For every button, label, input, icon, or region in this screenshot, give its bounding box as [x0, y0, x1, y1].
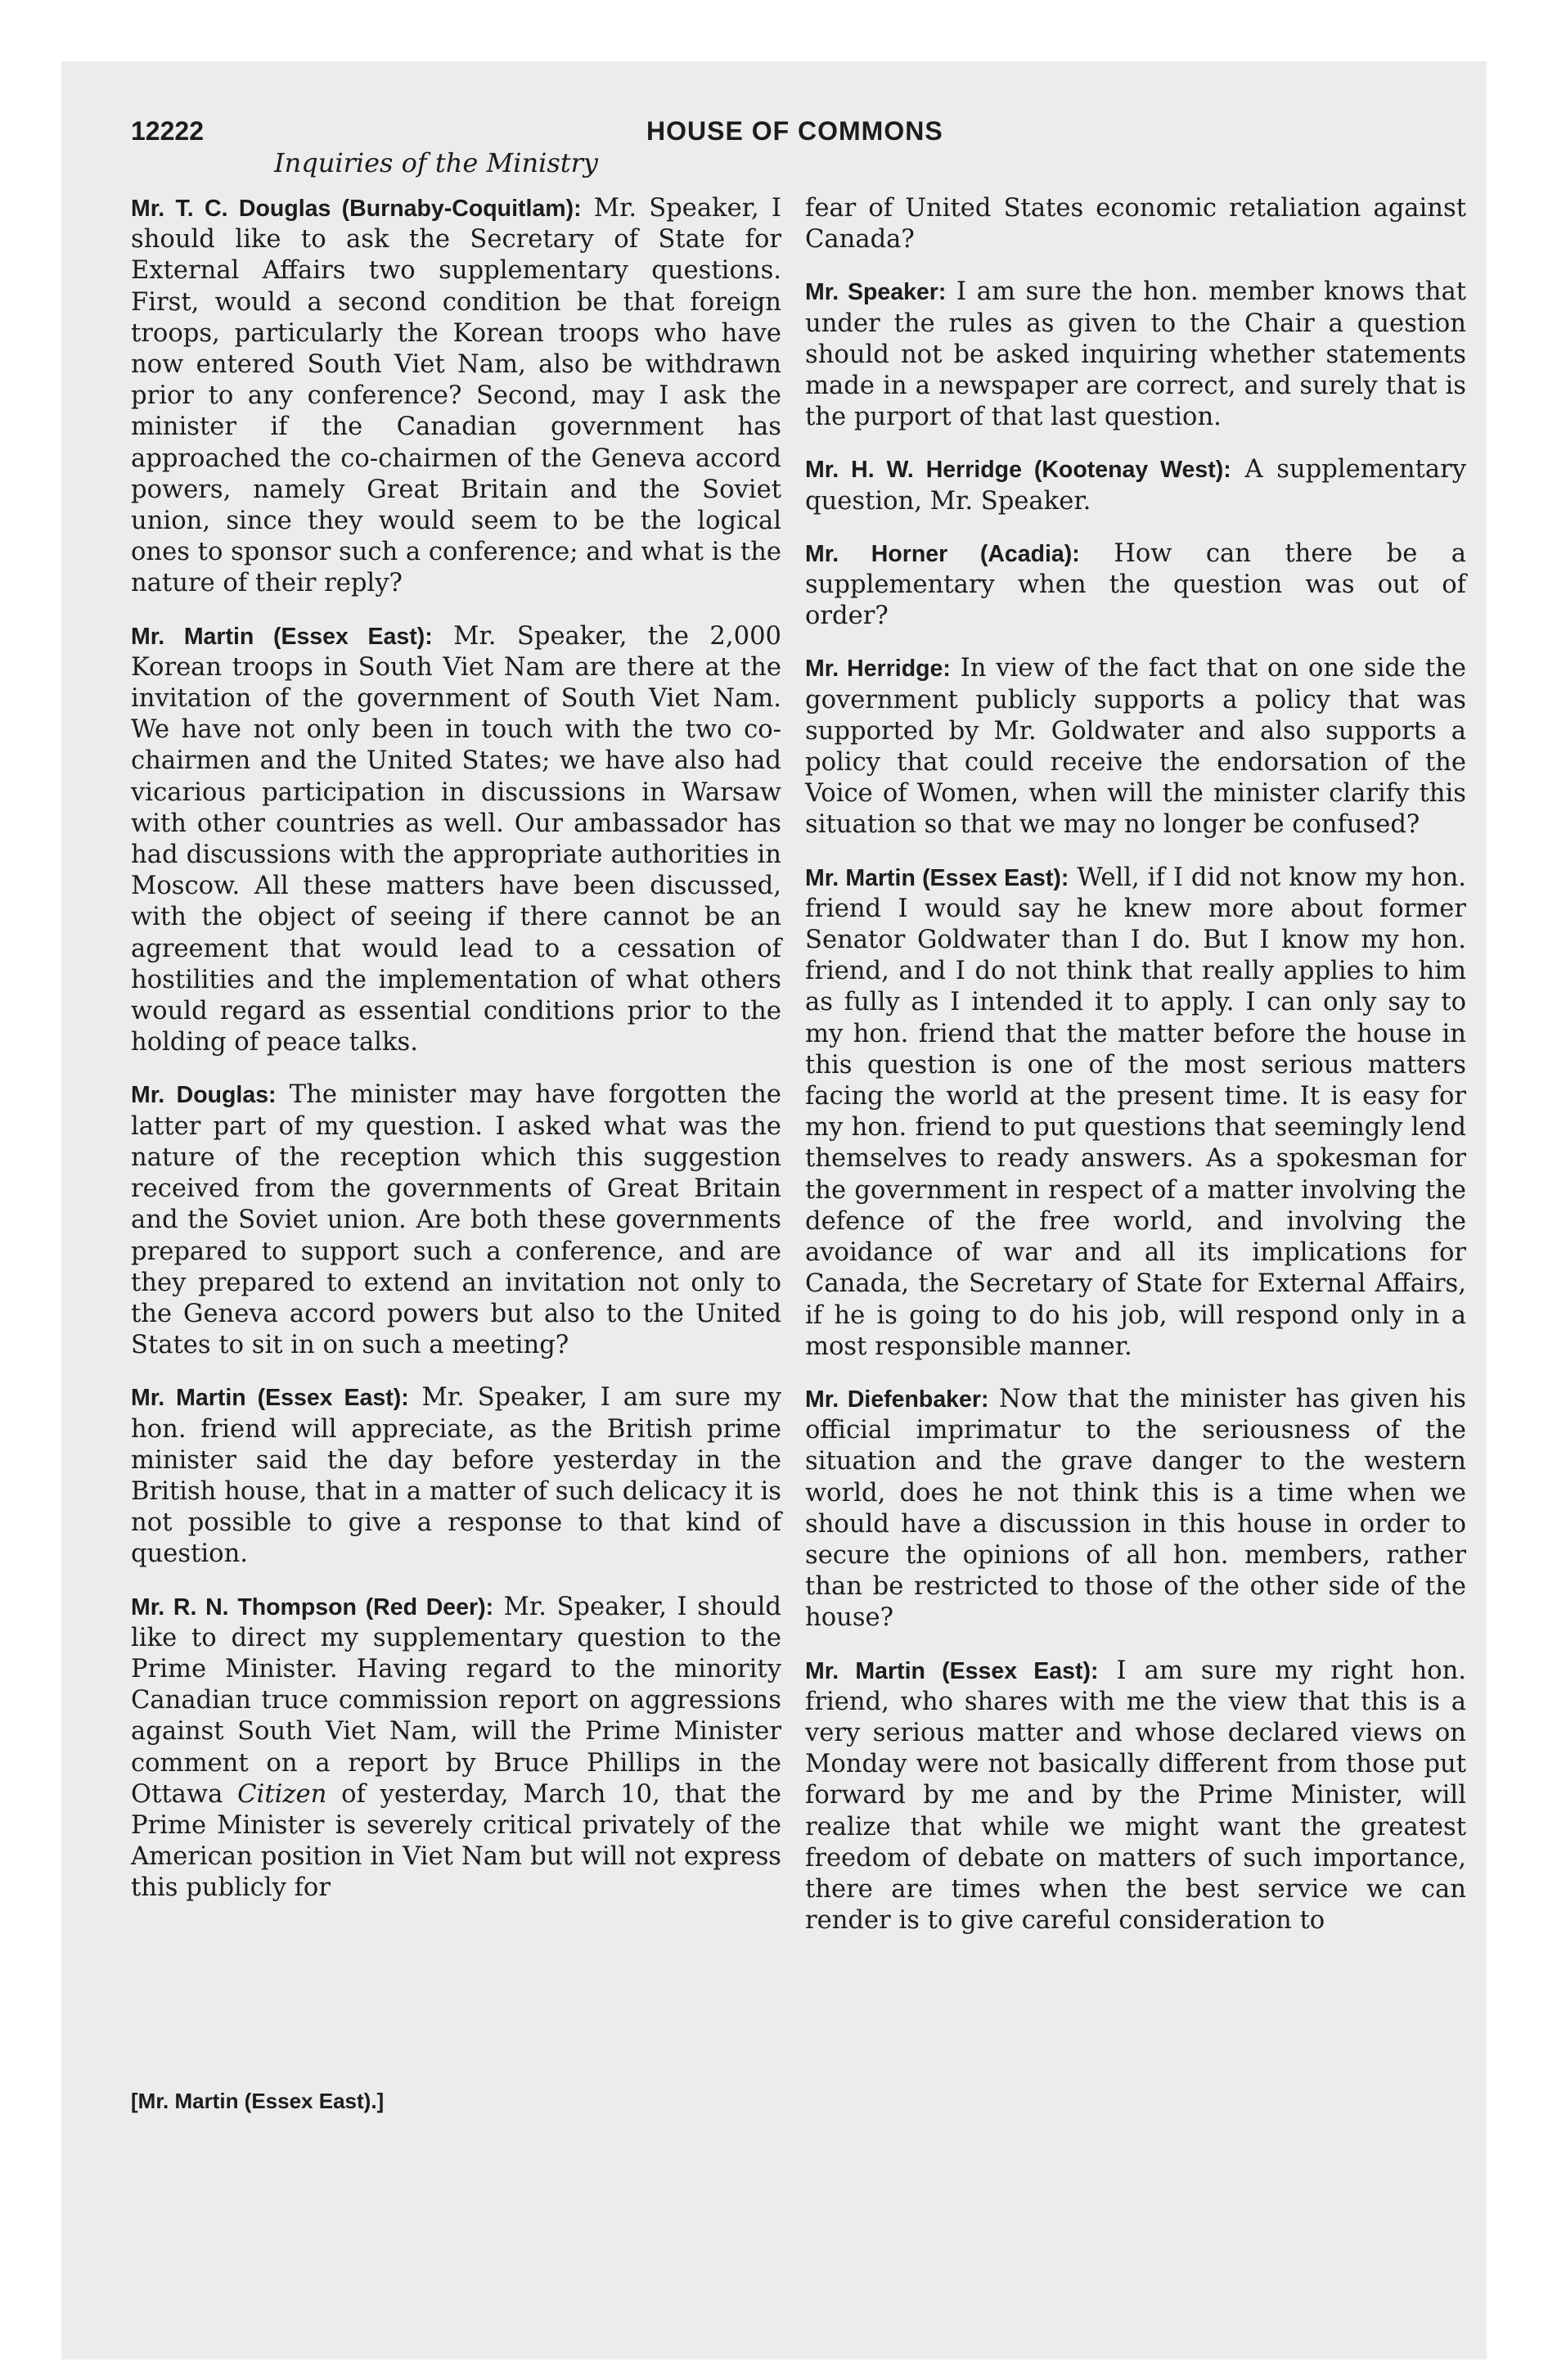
paragraph-text: The minister may have forgotten the latter part of my question. I asked what was the nature of the reception which this suggestion received from the governments of Great Britain and the Soviet union. Are both these governments prepared to support such a conference, and are they prepared to extend an invitation not only to the Geneva accord powers but also to the United States to sit in on such a meeting?: [131, 1080, 781, 1360]
running-head: Inquiries of the Ministry: [274, 147, 598, 178]
paragraph: [805, 1384, 1466, 1634]
speaker-name: Mr. Speaker:: [805, 279, 947, 306]
paragraph-text: I am sure my right hon. friend, who shares with me the view that this is a very serious matter and whose declared views on Monday were not basically different from those put forward by me and by the Prime Minister, will realize that while we might want the greatest freedom of debate on matters of such importance, there are times when the best service we can render is to give careful consideration to: [805, 1656, 1466, 1936]
paragraph: [131, 621, 781, 1059]
speaker-name: Mr. Horner (Acadia):: [805, 540, 1080, 567]
speaker-name: Mr. Herridge:: [805, 656, 951, 683]
speaker-name: Mr. Martin (Essex East):: [131, 623, 433, 650]
speaker-footer-tag: [Mr. Martin (Essex East).]: [131, 2089, 385, 2113]
paragraph-text: A supplementary question, Mr. Speaker.: [805, 455, 1466, 516]
newspaper-name: Citizen: [237, 1779, 327, 1809]
speaker-name: Mr. R. N. Thompson (Red Deer):: [131, 1593, 494, 1620]
paragraph: [805, 277, 1466, 433]
paragraph-text: fear of United States economic retaliation against Canada?: [805, 194, 1466, 255]
paragraph-text: of yesterday, March 10, that the Prime Minister is severely critical privately of the American position in Viet Nam but will not express this publicly for: [131, 1779, 781, 1903]
paragraph-text: Well, if I did not know my hon. friend I would say he knew more about former Senator Goldwater than I do. But I know my hon. friend, and I do not think that really applies to him as fully as I intended it to apply. I can only say to my hon. friend that the matter before the house in this question is one of the most serious matters facing the world at the present time. It is easy for my hon. friend to put questions that seemingly lend themselves to ready answers. As a spokesman for the government in respect of a matter involving the defence of the free world, and involving the avoidance of war and all its implications for Canada, the Secretary of State for External Affairs, if he is going to do his job, will respond only in a most responsible manner.: [805, 863, 1467, 1361]
journal-title: HOUSE OF COMMONS: [646, 116, 943, 146]
paragraph: [131, 1382, 781, 1570]
paragraph: [805, 454, 1466, 516]
left-column: [131, 193, 781, 1926]
speaker-name: Mr. Douglas:: [131, 1082, 277, 1109]
paragraph: [805, 1656, 1466, 1937]
paragraph-text: Mr. Speaker, I should like to direct my supplementary question to the Prime Minister. Having regard to the minority Canadian truce commission report on aggressions against South Viet Nam, will the Prime Minister comment on a report by Bruce Phillips in the Ottawa: [131, 1592, 781, 1809]
paragraph-text: Mr. Speaker, I am sure my hon. friend will appreciate, as the British prime minister said the day before yesterday in the British house, that in a matter of such delicacy it is not possible to give a response to that kind of question.: [131, 1383, 781, 1569]
paragraph-text: Now that the minister has given his official imprimatur to the seriousness of the situation and the grave danger to the western world, does he not think this is a time when we should have a discussion in this house in order to secure the opinions of all hon. members, rather than be restricted to those of the other side of the house?: [805, 1384, 1466, 1633]
paragraph: [805, 863, 1466, 1363]
paragraph: [131, 1592, 781, 1904]
speaker-name: Mr. Martin (Essex East):: [131, 1385, 409, 1412]
paragraph: [805, 539, 1466, 633]
paragraph-text: I am sure the hon. member knows that under the rules as given to the Chair a question should not be asked inquiring whether statements made in a newspaper are correct, and surely that is the purport of that last question.: [805, 277, 1467, 432]
paragraph-text: Mr. Speaker, the 2,000 Korean troops in South Viet Nam are there at the invitation of the government of South Viet Nam. We have not only been in touch with the two co-chairmen and the United States; we have also had vicarious participation in discussions in Warsaw with other countries as well. Our ambassador has had discussions with the appropriate authorities in Moscow. All these matters have been discussed, with the object of seeing if there cannot be an agreement that would lead to a cessation of hostilities and the implementation of what others would regard as essential conditions prior to the holding of peace talks.: [131, 621, 781, 1057]
speaker-name: Mr. H. W. Herridge (Kootenay West):: [805, 457, 1231, 484]
paragraph: [805, 193, 1466, 255]
right-column: [805, 193, 1466, 1958]
speaker-name: Mr. Diefenbaker:: [805, 1386, 989, 1413]
speaker-name: Mr. T. C. Douglas (Burnaby-Coquitlam):: [131, 196, 582, 222]
paragraph-text: How can there be a supplementary when the question was out of order?: [805, 539, 1466, 631]
paragraph: [805, 653, 1466, 841]
paragraph-text: In view of the fact that on one side the government publicly supports a policy that was supported by Mr. Goldwater and also supports a policy that could receive the endorsation of the Voice of Women, when will the minister clarify this situation so that we may no longer be confused?: [805, 654, 1467, 840]
paragraph: [131, 193, 781, 600]
page-number: 12222: [131, 116, 204, 146]
speaker-name: Mr. Martin (Essex East):: [805, 864, 1069, 891]
paragraph-text: Mr. Speaker, I should like to ask the Secretary of State for External Affairs two supplementary questions. First, would a second condition be that foreign troops, particularly the Korean troops who have now entered South Viet Nam, also be withdrawn prior to any conference? Second, may I ask the minister if the Canadian government has approached the co-chairmen of the Geneva accord powers, namely Great Britain and the Soviet union, since they would seem to be the logical ones to sponsor such a conference; and what is the nature of their reply?: [131, 194, 782, 598]
speaker-name: Mr. Martin (Essex East):: [805, 1657, 1099, 1684]
paragraph: [131, 1080, 781, 1361]
